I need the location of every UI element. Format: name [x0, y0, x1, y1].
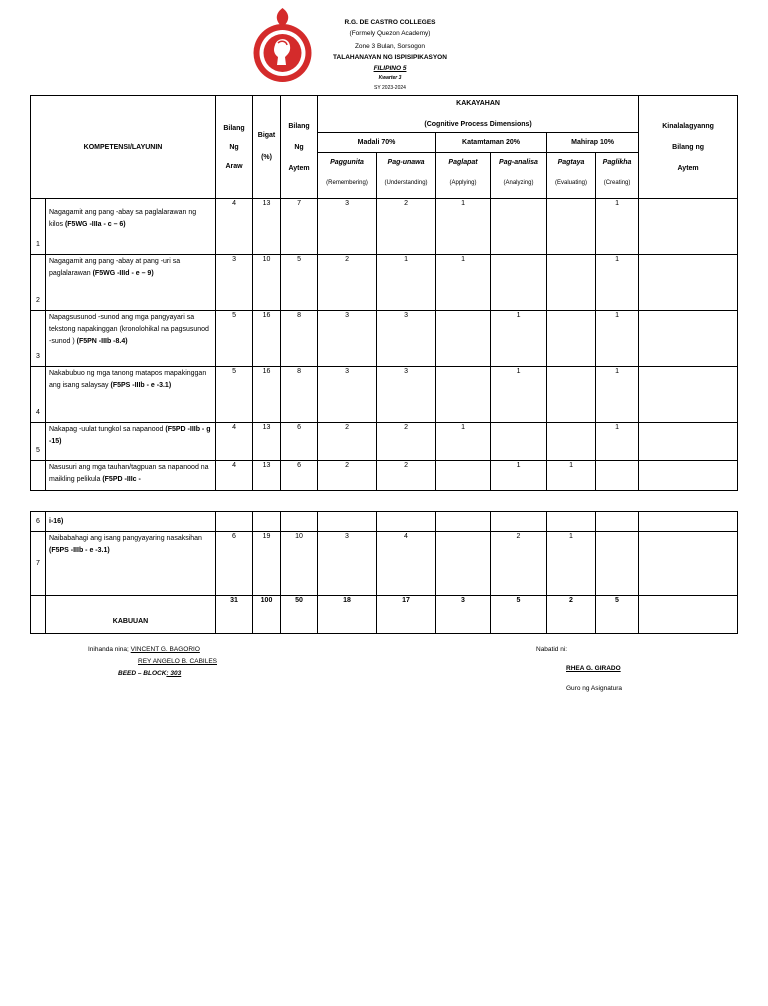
school-address: Zone 3 Bulan, Sorsogon [354, 43, 426, 50]
table-row: 2 Nagagamit ang pang -abay at pang -uri sa paglalarawan (F5WG -IIId - e – 9) 3 10 5 2 1 1 1 [31, 255, 738, 311]
header-kakayahan: KAKAYAHAN (Cognitive Process Dimensions) [318, 96, 639, 133]
table-row: Nasusuri ang mga tauhan/tagpuan sa napanood na maikling pelikula (F5PD -IIIc - 4 13 6 2 2 1 1 [31, 461, 738, 491]
table-row: 6 i-16) [31, 512, 738, 532]
teacher-name: RHEA G. GIRADO [566, 665, 621, 672]
quarter-label: Kwarter 3 [378, 75, 402, 81]
level-understanding: Pag-unawa (Understanding) [377, 153, 436, 199]
total-row: KABUUAN 31 100 50 18 17 3 5 2 5 [31, 596, 738, 634]
level-applying: Paglapat (Applying) [436, 153, 491, 199]
header-bilang-araw: Bilang Ng Araw [216, 96, 253, 199]
table-row: 7 Naibabahagi ang isang pangyayaring nasaksihan (F5PS -IIIb - e -3.1) 6 19 10 3 4 2 1 [31, 532, 738, 596]
level-analyzing: Pag-analisa (Analyzing) [491, 153, 547, 199]
prepared-by: Inihanda nina; VINCENT G. BAGORIO [88, 646, 200, 653]
block-label: BEED – BLOCK: 303 [118, 670, 182, 677]
subject-title: FILIPINO 5 [373, 65, 407, 72]
header-katamtaman: Katamtaman 20% [436, 133, 547, 153]
table-row: 1 Nagagamit ang pang -abay sa paglalarawan ng kilos (F5WG -IIIa - c – 6) 4 13 7 3 2 1 1 [31, 199, 738, 255]
school-year: SY 2023-2024 [374, 85, 406, 91]
header-kinalalagyan: Kinalalagyanng Bilang ng Aytem [639, 96, 738, 199]
noted-by-label: Nabatid ni: [536, 646, 568, 653]
header-bigat: Bigat (%) [253, 96, 281, 199]
level-creating: Paglikha (Creating) [596, 153, 639, 199]
level-evaluating: Pagtaya (Evaluating) [547, 153, 596, 199]
header-bilang-aytem: Bilang Ng Aytem [281, 96, 318, 199]
table-row: 4 Nakabubuo ng mga tanong matapos mapakinggan ang isang salaysay (F5PS -IIIb - e -3.1) 5 16 8 3 3 1 1 [31, 367, 738, 423]
document-title: TALAHANAYAN NG ISPISIPIKASYON [333, 54, 447, 61]
preparer-2: REY ANGELO B. CABILES [138, 658, 217, 665]
specification-table [30, 95, 738, 491]
table-row: 5 Nakapag -uulat tungkol sa napanood (F5PD -IIIb - g -15) 4 13 6 2 2 1 1 [31, 423, 738, 461]
specification-table-continued [30, 511, 738, 634]
teacher-role: Guro ng Asignatura [566, 685, 623, 692]
header-madali: Madali 70% [318, 133, 436, 153]
header-mahirap: Mahirap 10% [547, 133, 639, 153]
school-formerly: (Formely Quezon Academy) [349, 30, 431, 37]
table-row: 3 Napagsusunod -sunod ang mga pangyayari sa tekstong napakinggan (kronolohikal na pagsusunod -sunod ) (F5PN -IIIb -8.4) 5 16 8 3 3 1 1 [31, 311, 738, 367]
school-name: R.G. DE CASTRO COLLEGES [344, 19, 436, 26]
header-kompetensi: KOMPETENSI/LAYUNIN [31, 96, 216, 199]
level-remembering: Paggunita (Remembering) [318, 153, 377, 199]
